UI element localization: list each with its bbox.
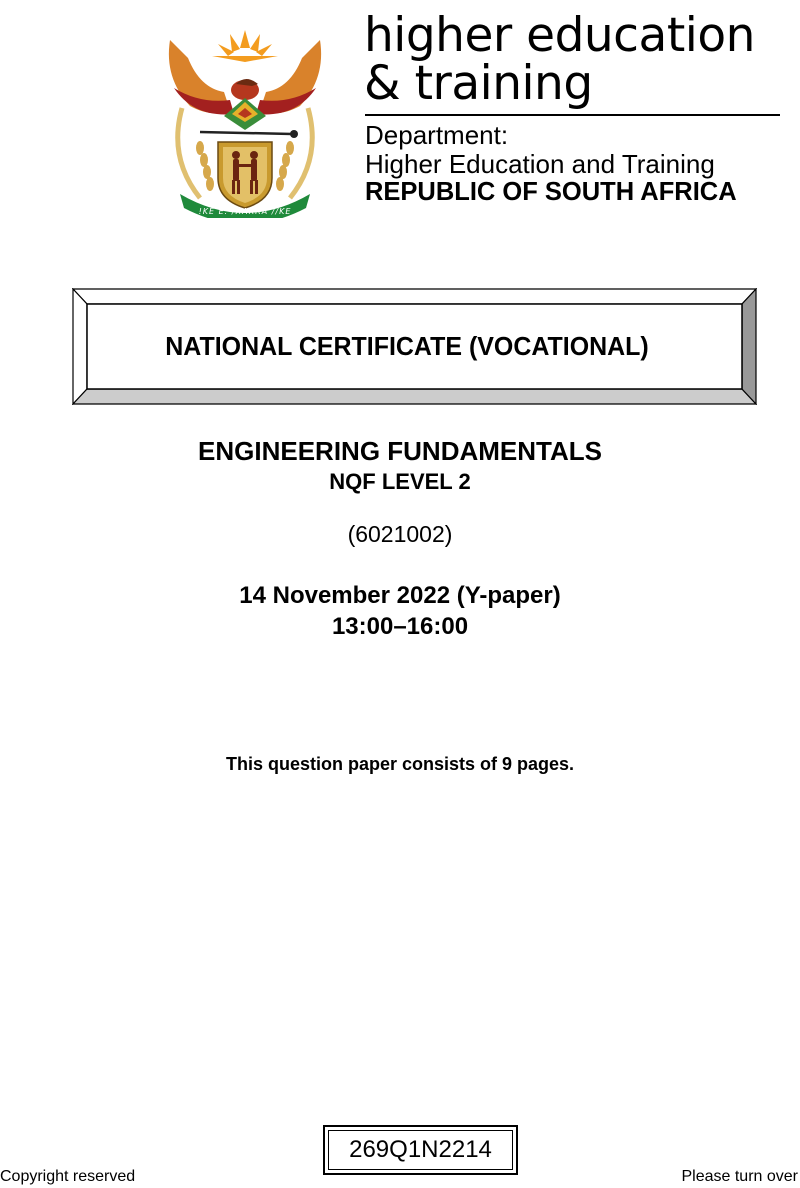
footer-copyright: Copyright reserved	[0, 1168, 136, 1185]
paper-code: 269Q1N2214	[328, 1130, 513, 1170]
certificate-title: NATIONAL CERTIFICATE (VOCATIONAL)	[165, 331, 649, 361]
exam-time: 13:00–16:00	[331, 613, 469, 640]
department-name: Higher Education and Training	[365, 149, 715, 179]
header-divider	[365, 114, 780, 116]
exam-date: 14 November 2022 (Y-paper)	[239, 582, 561, 609]
department-title-line2: & training	[364, 56, 593, 111]
subject-title: ENGINEERING FUNDAMENTALS	[198, 436, 602, 466]
nqf-level: NQF LEVEL 2	[329, 469, 471, 494]
department-title-line1: higher education	[364, 8, 755, 63]
coat-of-arms-icon	[160, 18, 330, 218]
department-label: Department:	[365, 120, 509, 150]
paper-code-box	[323, 1125, 518, 1175]
footer-turn-over: Please turn over	[681, 1168, 798, 1185]
subject-code: (6021002)	[347, 521, 453, 547]
motto-text: !KE E: /XARRA //KE	[198, 207, 292, 216]
country-name: REPUBLIC OF SOUTH AFRICA	[365, 178, 737, 206]
page-count-note: This question paper consists of 9 pages.	[225, 754, 575, 774]
